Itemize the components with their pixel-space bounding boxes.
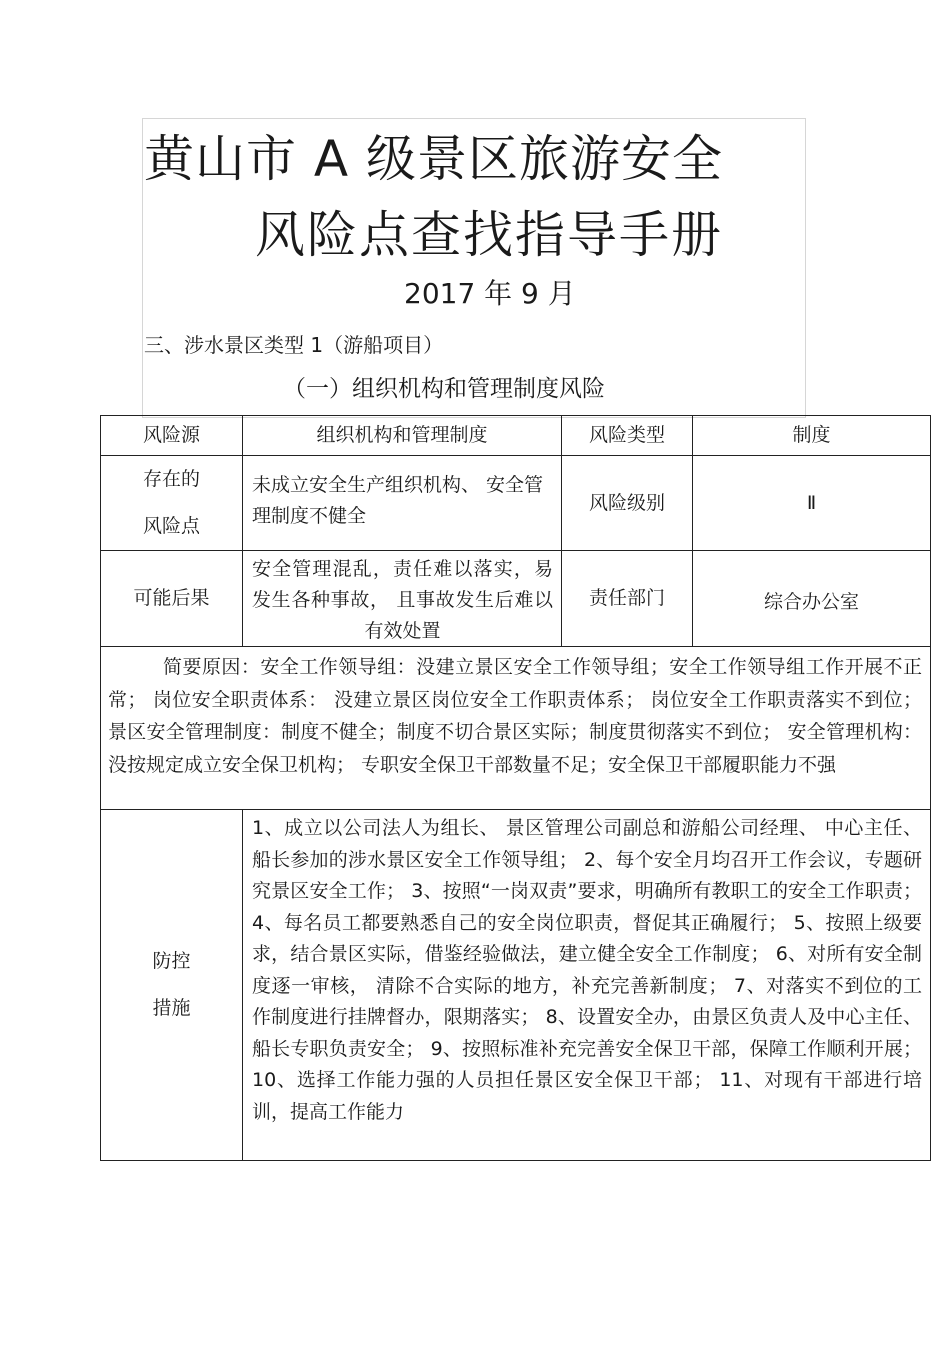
risk-point-label-line2: 风险点 xyxy=(142,515,200,537)
header-source: 风险源 xyxy=(100,415,243,456)
brief-reason: 简要原因：安全工作领导组：没建立景区安全工作领导组；安全工作领导组工作开展不正常； 岗位安全职责体系： 没建立景区岗位安全工作职责体系； 岗位安全工作职责落实不到位；景区安全管理制度：制度不健全；制度不切合景区实际；制度贯彻落实不到位； 安全管理机构： 没按规定成立安全保卫机构； 专职安全保卫干部数量不足；安全保卫干部履职能力不强 xyxy=(100,646,931,810)
risk-point-content: 未成立安全生产组织机构、 安全管理制度不健全 xyxy=(242,455,562,551)
risk-level-value: Ⅱ xyxy=(692,455,931,551)
consequence-content: 安全管理混乱，责任难以落实，易发生各种事故， 且事故发生后难以有效处置 xyxy=(242,550,562,647)
measures-content: 1、成立以公司法人为组长、 景区管理公司副总和游船公司经理、 中心主任、船长参加的涉水景区安全工作领导组； 2、每个安全月均召开工作会议，专题研究景区安全工作； 3、按照“一岗双责”要求，明确所有教职工的安全工作职责； 4、每名员工都要熟悉自己的安全岗位职责，督促其正确履行； 5、按照上级要求，结合景区实际，借鉴经验做法，建立健全安全工作制度； 6、对所有安全制度逐一审核， 清除不合实际的地方，补充完善新制度； 7、对落实不到位的工作制度进行挂牌督办，限期落实； 8、设置安全办，由景区负责人及中心主任、船长专职负责安全； 9、按照标准补充完善安全保卫干部，保障工作顺利开展； 10、选择工作能力强的人员担任景区安全保卫干部； 11、对现有干部进行培训，提高工作能力 xyxy=(242,809,931,1161)
department-value: 综合办公室 xyxy=(692,550,931,647)
risk-table xyxy=(100,415,931,1161)
title-line-2: 风险点查找指导手册 xyxy=(255,206,723,264)
title-line-1: 黄山市 A 级景区旅游安全 xyxy=(144,130,723,188)
header-org: 组织机构和管理制度 xyxy=(242,415,562,456)
measures-label xyxy=(100,809,243,1161)
measures-label-line1: 防控 xyxy=(152,950,191,972)
risk-level-label: 风险级别 xyxy=(561,455,693,551)
subsection-heading: （一）组织机构和管理制度风险 xyxy=(283,376,605,402)
risk-point-label xyxy=(100,455,243,551)
consequence-label: 可能后果 xyxy=(100,550,243,647)
measures-label-line2: 措施 xyxy=(152,997,191,1019)
header-system: 制度 xyxy=(692,415,931,456)
header-risk-type: 风险类型 xyxy=(561,415,693,456)
department-label: 责任部门 xyxy=(561,550,693,647)
section-heading: 三、涉水景区类型 1（游船项目） xyxy=(144,333,444,357)
document-date: 2017 年 9 月 xyxy=(404,277,576,310)
risk-point-label-line1: 存在的 xyxy=(142,468,200,490)
